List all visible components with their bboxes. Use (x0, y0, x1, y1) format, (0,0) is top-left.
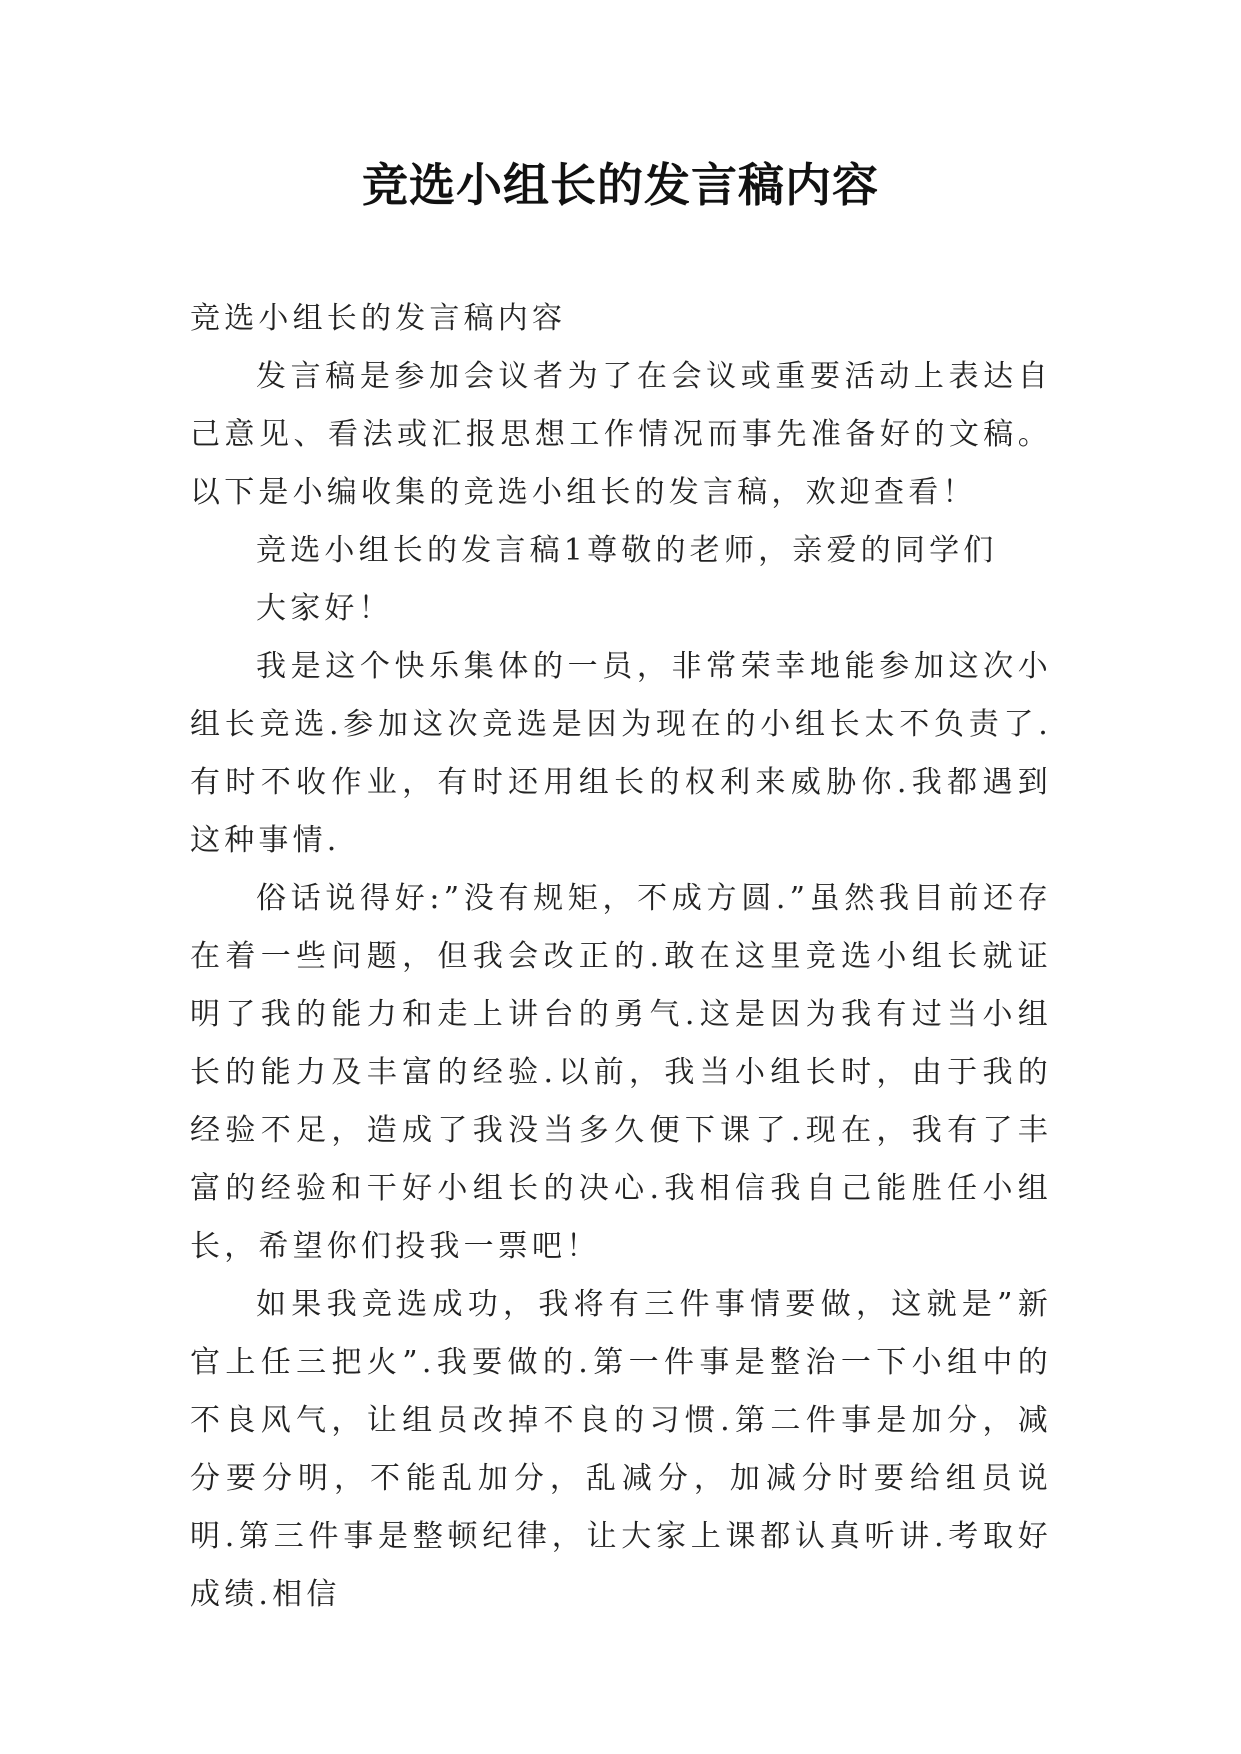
document-body (190, 290, 1052, 1624)
document-title: 竞选小组长的发言稿内容 (362, 158, 879, 212)
intro-paragraph: 发言稿是参加会议者为了在会议或重要活动上表达自己意见、看法或汇报思想工作情况而事先准备好的文稿。以下是小编收集的竞选小组长的发言稿，欢迎查看！ (190, 359, 1052, 510)
greeting-paragraph: 大家好！ (256, 591, 393, 626)
subtitle-paragraph: 竞选小组长的发言稿内容 (190, 301, 567, 336)
body-paragraph: 俗话说得好:”没有规矩，不成方圆.”虽然我目前还存在着一些问题，但我会改正的.敢在这里竞选小组长就证明了我的能力和走上讲台的勇气.这是因为我有过当小组长的能力及丰富的经验.以前，我当小组长时，由于我的经验不足，造成了我没当多久便下课了.现在，我有了丰富的经验和干好小组长的决心.我相信我自己能胜任小组长，希望你们投我一票吧！ (190, 881, 1052, 1264)
body-paragraph: 我是这个快乐集体的一员，非常荣幸地能参加这次小组长竞选.参加这次竞选是因为现在的小组长太不负责了.有时不收作业，有时还用组长的权利来威胁你.我都遇到这种事情. (190, 649, 1052, 858)
speech-heading-paragraph: 竞选小组长的发言稿1尊敬的老师，亲爱的同学们 (256, 533, 998, 568)
body-paragraph: 如果我竞选成功，我将有三件事情要做，这就是”新官上任三把火”.我要做的.第一件事是整治一下小组中的不良风气，让组员改掉不良的习惯.第二件事是加分，减分要分明，不能乱加分，乱减分，加减分时要给组员说明.第三件事是整顿纪律，让大家上课都认真听讲.考取好成绩.相信 (190, 1287, 1052, 1612)
